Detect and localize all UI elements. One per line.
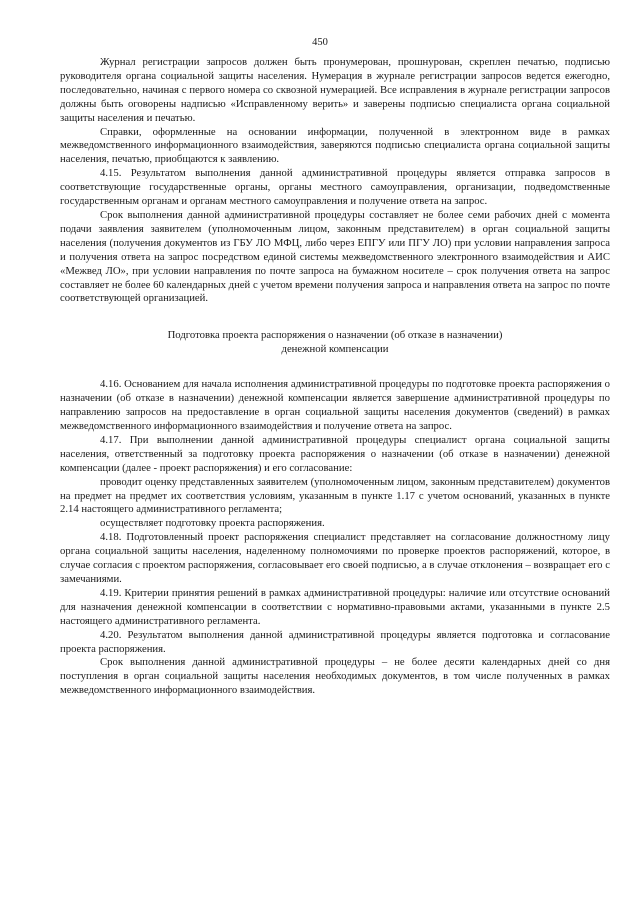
paragraph-4-16: 4.16. Основанием для начала исполнения административной процедуры по подготовке проекта распоряжения о назначении (об отказе в назначении) денежной компенсации является завершение административной процедуры по направлению запросов на предоставление в орган социальной защиты населения документов (сведений) в рамках межведомственного информационного взаимодействия и получение ответа на запрос. [60,378,610,433]
paragraph-certificates: Справки, оформленные на основании информации, полученной в электронном виде в рамках межведомственного информационного взаимодействия, заверяются подписью специалиста органа социальной защиты населения, печатью, приобщаются к заявлению. [60,125,610,166]
document-body [60,56,610,698]
paragraph-assessment: проводит оценку представленных заявителем (уполномоченным лицом, законным представителем) документов на предмет на предмет их соответствия условиям, указанным в пункте 1.17 с учетом оснований, указанных в пункте 2.14 настоящего административного регламента; [60,475,610,516]
paragraph-4-20: 4.20. Результатом выполнения данной административной процедуры является подготовка и согласование проекта распоряжения. [60,628,610,655]
paragraph-4-17: 4.17. При выполнении данной административной процедуры специалист органа социальной защиты населения, ответственный за подготовку проекта распоряжения о назначении (об отказе в назначении) денежной компенсации (далее - проект распоряжения) и его согласование: [60,433,610,474]
paragraph-prepares-draft: осуществляет подготовку проекта распоряжения. [100,517,325,530]
section-heading [60,328,610,356]
section-heading-line1: Подготовка проекта распоряжения о назначении (об отказе в назначении) [167,329,503,342]
page-number: 450 [312,37,328,48]
paragraph-4-15: 4.15. Результатом выполнения данной административной процедуры является отправка запросов в соответствующие государственные органы, органы местного самоуправления, организации, подведомственные государственным органам и органам местного самоуправления и получение ответа на запрос. [60,167,610,208]
paragraph-journal: Журнал регистрации запросов должен быть пронумерован, прошнурован, скреплен печатью, подписью руководителя органа социальной защиты населения. Нумерация в журнале регистрации запросов ведется ежегодно, последовательно, начиная с первого номера со сквозной нумерацией. Все исправления в журнале регистрации запросов должны быть оговорены надписью «Исправленному верить» и заверены подписью специалиста органа социальной защиты населения и печатью. [60,56,610,124]
paragraph-deadline-requests: Срок выполнения данной административной процедуры составляет не более семи рабочих дней с момента подачи заявления заявителем (уполномоченным лицом, законным представителем) в орган социальной защиты населения (получения документов из ГБУ ЛО МФЦ, либо через ЕПГУ или ПГУ ЛО) при условии направления запроса и получения ответа на запрос посредством единой системы межведомственного электронного взаимодействия и АИС «Межвед ЛО», при условии направления по почте запроса на бумажном носителе – срок получения ответа на запрос составляет не более 60 календарных дней с учетом времени получения запроса и направления ответа на запрос по почте соответствующей организацией. [60,208,610,305]
paragraph-4-18: 4.18. Подготовленный проект распоряжения специалист представляет на согласование должностному лицу органа социальной защиты населения, наделенному полномочиями по проверке проектов распоряжений, которое, в случае согласия с проектом распоряжения, согласовывает его своей подписью, а в случае отклонения – возвращает его с замечаниями. [60,531,610,585]
paragraph-4-19: 4.19. Критерии принятия решений в рамках административной процедуры: наличие или отсутствие оснований для назначения денежной компенсации в соответствии с нормативно-правовыми актами, указанными в пункте 2.5 настоящего административного регламента. [60,586,610,627]
paragraph-deadline-draft: Срок выполнения данной административной процедуры – не более десяти календарных дней со дня поступления в орган социальной защиты населения необходимых документов, в том числе полученных в рамках межведомственного информационного взаимодействия. [60,656,610,697]
section-heading-line2: денежной компенсации [281,343,389,356]
